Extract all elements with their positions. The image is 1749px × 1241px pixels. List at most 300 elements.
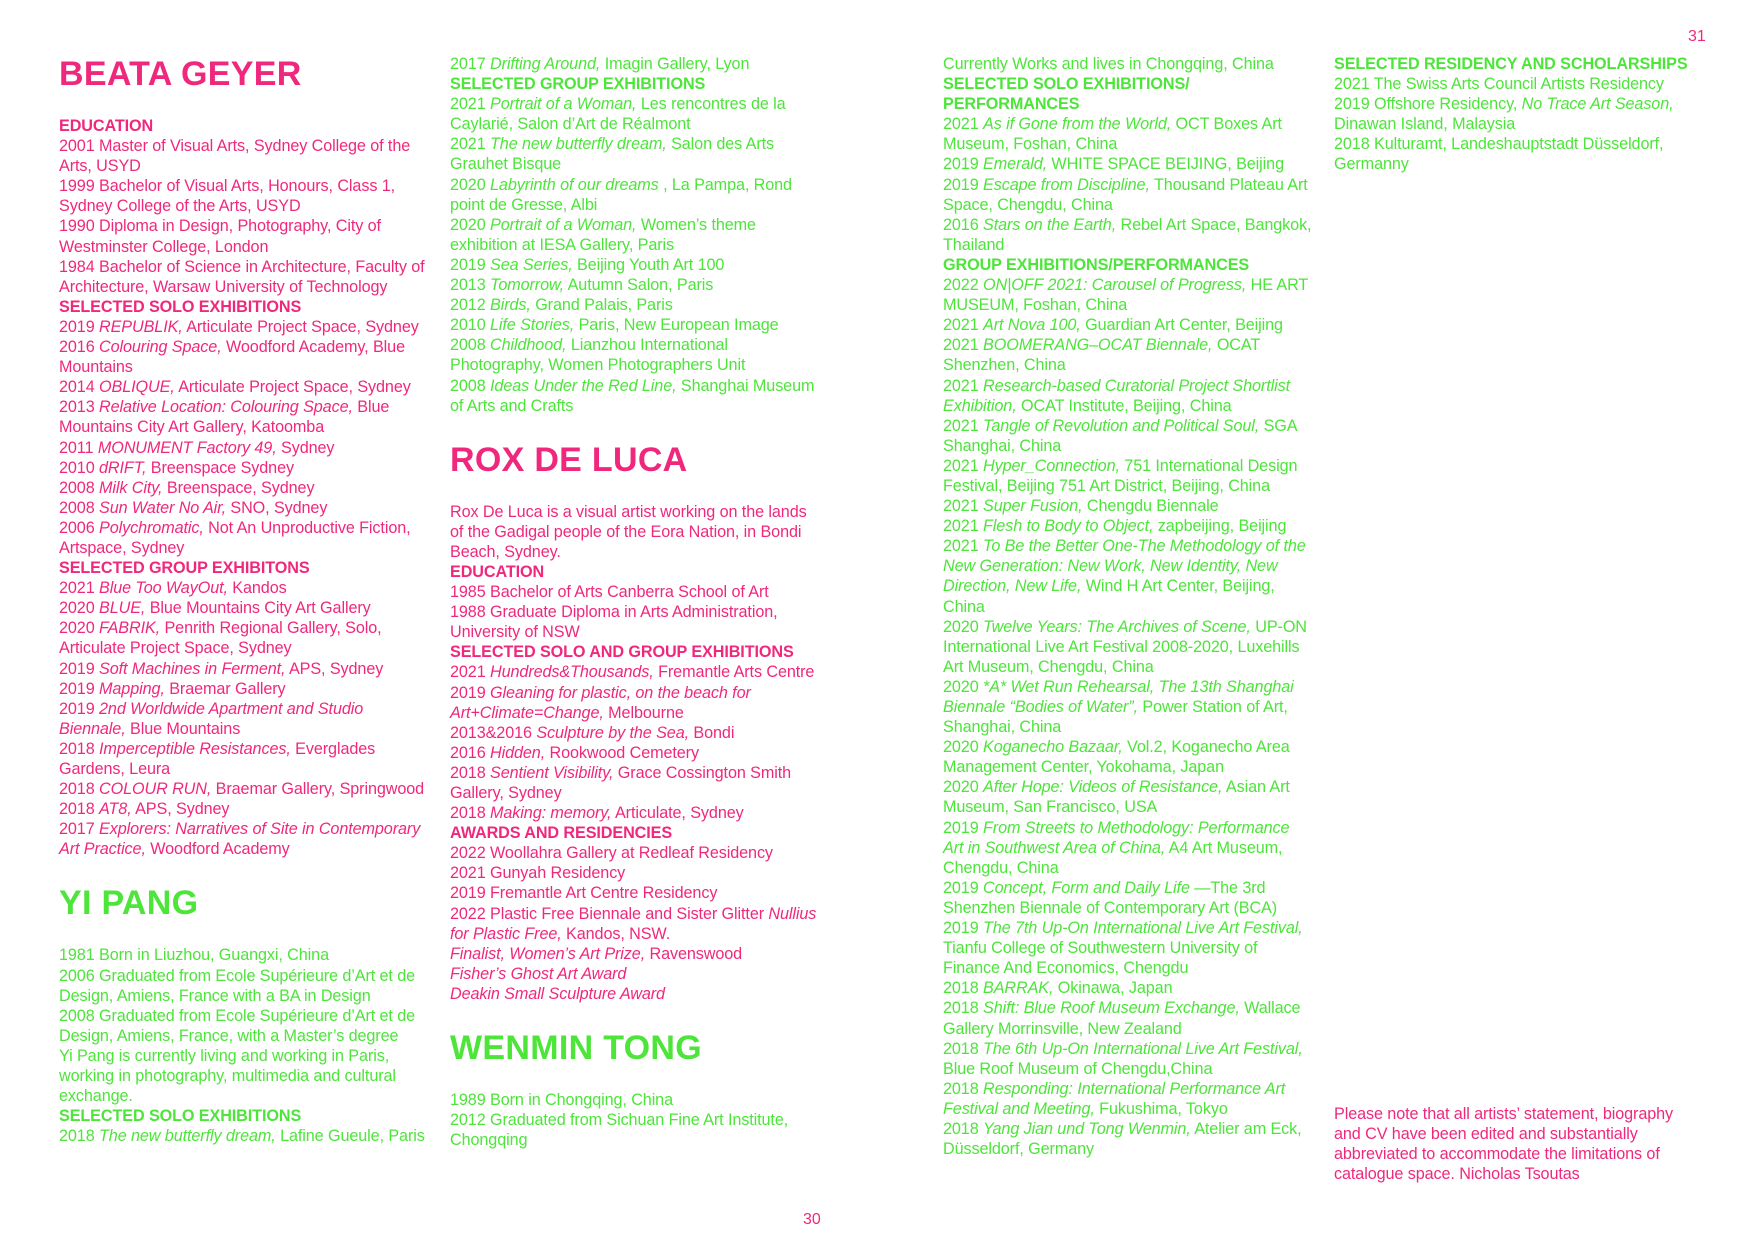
entry-venue: OCAT Institute, Beijing, China xyxy=(1016,396,1232,415)
entry-text: 2019 xyxy=(450,683,491,702)
entry-venue: HE ART MUSEUM, Foshan, China xyxy=(943,276,1308,315)
entry-text: 2021 Gunyah Residency xyxy=(450,864,626,883)
work-title: Twelve Years: The Archives of Scene, xyxy=(983,617,1251,636)
entry-venue: Blue Mountains City Art Gallery, Katoomba xyxy=(59,398,390,437)
column-3 xyxy=(943,54,1313,1159)
section-heading: SELECTED SOLO EXHIBITIONS xyxy=(59,1107,302,1126)
entry-venue: Fremantle Arts Centre xyxy=(653,663,815,682)
work-title: Hundreds&Thousands, xyxy=(490,663,654,682)
entry-venue: Autumn Salon, Paris xyxy=(564,276,714,295)
entry-text: 2010 xyxy=(59,458,100,477)
cv-entry xyxy=(450,175,820,215)
entry-text: 2017 xyxy=(450,55,491,73)
work-title: Koganecho Bazaar, xyxy=(983,738,1123,757)
cv-entry xyxy=(450,582,820,602)
entry-text: 2020 xyxy=(59,599,100,618)
entry-venue: Paris, New European Image xyxy=(574,316,779,335)
entry-venue: Thousand Plateau Art Space, Chengdu, China xyxy=(943,175,1308,214)
entry-text: 2001 Master of Visual Arts, Sydney College of the Arts, USYD xyxy=(59,137,411,176)
cv-entry xyxy=(943,1079,1313,1119)
cv-entry xyxy=(450,215,820,255)
cv-entry xyxy=(943,175,1313,215)
cv-entry xyxy=(943,777,1313,817)
work-title: AT8, xyxy=(99,800,132,819)
section-heading: EDUCATION xyxy=(450,562,545,581)
work-title: Birds, xyxy=(490,296,531,315)
entry-text: 2020 xyxy=(450,175,491,194)
entry-venue: Bondi xyxy=(689,723,735,742)
work-title: Soft Machines in Ferment, xyxy=(99,659,286,678)
cv-entry xyxy=(450,376,820,416)
work-title: BOOMERANG–OCAT Biennale, xyxy=(983,336,1213,355)
entry-venue: Beijing Youth Art 100 xyxy=(572,255,725,274)
entry-text: 2020 xyxy=(943,617,984,636)
work-title: ON|OFF 2021: Carousel of Progress, xyxy=(983,276,1247,295)
work-title: Flesh to Body to Object, xyxy=(983,517,1154,536)
entry-text: 2021 xyxy=(450,663,491,682)
work-title: Yang Jian und Tong Wenmin, xyxy=(983,1119,1191,1138)
entry-venue: Tianfu College of Southwestern University of Finance And Economics, Chengdu xyxy=(943,939,1258,978)
cv-entry xyxy=(450,763,820,803)
entry-text: 2019 xyxy=(59,699,100,718)
entry-venue: Rebel Art Space, Bangkok, Thailand xyxy=(943,215,1312,254)
cv-entry xyxy=(943,677,1313,737)
entry-venue: Women’s theme exhibition at IESA Gallery, Paris xyxy=(450,215,756,254)
entry-venue: Not An Unproductive Fiction, Artspace, Sydney xyxy=(59,518,411,557)
column-2 xyxy=(450,54,820,1150)
entry-text: 2018 xyxy=(59,1127,100,1146)
work-title: Sentient Visibility, xyxy=(490,763,614,782)
entry-venue: Articulate Project Space, Sydney xyxy=(182,317,419,336)
entry-venue: 751 International Design Festival, Beijing 751 Art District, Beijing, China xyxy=(943,456,1298,495)
entry-venue: Les rencontres de la Caylarié, Salon d’Art de Réalmont xyxy=(450,95,786,134)
cv-entry xyxy=(59,1126,429,1146)
section-heading: SELECTED GROUP EXHIBITONS xyxy=(59,559,310,578)
work-title: Tomorrow, xyxy=(490,276,565,295)
entry-text: 2022 Plastic Free Biennale and Sister Glitter xyxy=(450,904,769,923)
entry-text: 2020 xyxy=(59,619,100,638)
section-heading: SELECTED SOLO EXHIBITIONS xyxy=(59,297,302,316)
entry-text: 2021 xyxy=(59,579,100,598)
cv-entry xyxy=(943,154,1313,174)
entry-text: 1988 Graduate Diploma in Arts Administration, University of NSW xyxy=(450,603,778,642)
work-title: 2nd Worldwide Apartment and Studio Biennale, xyxy=(59,699,364,738)
work-title: Nullius for Plastic Free, xyxy=(450,904,817,943)
entry-text: 2013&2016 xyxy=(450,723,537,742)
work-title: REPUBLIK, xyxy=(99,317,183,336)
cv-entry xyxy=(59,799,429,819)
section-heading: GROUP EXHIBITIONS/PERFORMANCES xyxy=(943,255,1250,274)
cv-entry xyxy=(450,843,820,863)
entry-text: 2019 xyxy=(943,175,984,194)
entry-text: 2022 Woollahra Gallery at Redleaf Residency xyxy=(450,844,773,863)
cv-entry xyxy=(59,498,429,518)
entry-text: 2006 xyxy=(59,518,100,537)
entry-venue: Blue Mountains City Art Gallery xyxy=(145,599,371,618)
entry-text: 2019 Fremantle Art Centre Residency xyxy=(450,884,718,903)
work-title: Labyrinth of our dreams xyxy=(490,175,659,194)
work-title: Colouring Space, xyxy=(99,338,222,357)
section-heading: SELECTED SOLO EXHIBITIONS/ PERFORMANCES xyxy=(943,75,1190,114)
cv-entry xyxy=(943,416,1313,456)
entry-venue: Kandos, NSW. xyxy=(561,924,671,943)
work-title: After Hope: Videos of Resistance, xyxy=(983,778,1223,797)
section-heading: AWARDS AND RESIDENCIES xyxy=(450,824,673,843)
cv-entry xyxy=(450,803,820,823)
cv-entry xyxy=(450,743,820,763)
entry-venue: —The 3rd Shenzhen Biennale of Contemporary Art (BCA) xyxy=(943,878,1278,917)
entry-venue: zapbeijing, Beijing xyxy=(1153,517,1287,536)
work-title: As if Gone from the World, xyxy=(983,115,1172,134)
entry-text: 2021 xyxy=(943,537,984,556)
entry-venue: , La Pampa, Rond point de Gresse, Albi xyxy=(450,175,792,214)
artist-name: WENMIN TONG xyxy=(450,1029,702,1068)
entry-venue: Braemar Gallery, Springwood xyxy=(211,780,425,799)
entry-text: 2008 xyxy=(450,376,491,395)
work-title: Explorers: Narratives of Site in Contemporary Art Practice, xyxy=(59,820,421,859)
entry-venue: Power Station of Art, Shanghai, China xyxy=(943,698,1288,737)
work-title: Escape from Discipline, xyxy=(983,175,1150,194)
editorial-footnote: Please note that all artists’ statement, biography and CV have been edited and substantially abbreviated to accommodate the limitations of catalogue space. Nicholas Tsoutas xyxy=(1334,1105,1674,1184)
entry-text: 1999 Bachelor of Visual Arts, Honours, Class 1, Sydney College of the Arts, USYD xyxy=(59,177,396,216)
work-title: Sea Series, xyxy=(490,255,573,274)
entry-text: Yi Pang is currently living and working in Paris, working in photography, multimedia and cultural exchange. xyxy=(59,1046,396,1106)
cv-entry xyxy=(59,779,429,799)
cv-entry xyxy=(943,335,1313,375)
entry-text: 2018 xyxy=(59,800,100,819)
entry-venue: OCAT Shenzhen, China xyxy=(943,336,1260,375)
cv-entry xyxy=(59,1006,429,1046)
work-title: The new butterfly dream, xyxy=(490,135,667,154)
entry-venue: Everglades Gardens, Leura xyxy=(59,739,376,778)
entry-text: 2021 xyxy=(943,115,984,134)
artist-name: BEATA GEYER xyxy=(59,55,302,93)
cv-entry xyxy=(943,737,1313,777)
cv-entry xyxy=(943,275,1313,315)
entry-text: 2020 xyxy=(943,677,984,696)
entry-text: 2013 xyxy=(450,276,491,295)
cv-entry xyxy=(59,257,429,297)
work-title: Concept, Form and Daily Life xyxy=(983,878,1190,897)
work-title: MONUMENT Factory 49, xyxy=(97,438,277,457)
entry-venue: OCT Boxes Art Museum, Foshan, China xyxy=(943,115,1282,154)
entry-text: 2021 xyxy=(943,376,984,395)
work-title: Finalist, Women’s Art Prize, xyxy=(450,944,646,963)
cv-entry xyxy=(59,618,429,658)
cv-entry xyxy=(59,337,429,377)
cv-entry xyxy=(450,683,820,723)
cv-entry xyxy=(450,1090,820,1110)
page-number-right: 31 xyxy=(1688,28,1706,45)
entry-text: 2012 Graduated from Sichuan Fine Art Institute, Chongqing xyxy=(450,1111,789,1150)
cv-entry xyxy=(450,964,820,984)
entry-venue: Wind H Art Center, Beijing, China xyxy=(943,577,1275,616)
work-title: Drifting Around, xyxy=(490,55,601,73)
entry-venue: Rookwood Cemetery xyxy=(545,743,699,762)
cv-entry xyxy=(943,978,1313,998)
work-title: Childhood, xyxy=(490,336,567,355)
cv-entry xyxy=(943,617,1313,677)
entry-venue: SGA Shanghai, China xyxy=(943,416,1297,455)
work-title: Deakin Small Sculpture Award xyxy=(450,984,665,1003)
cv-entry xyxy=(59,819,429,859)
cv-entry xyxy=(59,945,429,965)
entry-venue: Penrith Regional Gallery, Solo, Articulate Project Space, Sydney xyxy=(59,619,382,658)
entry-text: 2018 Kulturamt, Landeshauptstadt Düsseldorf, Germanny xyxy=(1334,135,1664,174)
work-title: BLUE, xyxy=(99,599,146,618)
cv-entry xyxy=(59,518,429,558)
entry-venue: Braemar Gallery xyxy=(164,679,286,698)
work-title: Emerald, xyxy=(983,155,1047,174)
entry-text: 2011 xyxy=(59,438,98,457)
work-title: Responding: International Performance Art Festival and Meeting, xyxy=(943,1079,1286,1118)
entry-venue: Asian Art Museum, San Francisco, USA xyxy=(943,778,1290,817)
entry-text: 2018 xyxy=(943,979,984,998)
entry-venue: Chengdu Biennale xyxy=(1082,497,1219,516)
entry-venue: Articulate Project Space, Sydney xyxy=(174,378,411,397)
entry-venue: Woodford Academy xyxy=(145,840,290,859)
work-title: Art Nova 100, xyxy=(983,316,1081,335)
cv-entry xyxy=(450,255,820,275)
cv-entry xyxy=(943,496,1313,516)
entry-text: 2020 xyxy=(943,778,984,797)
entry-text: 2020 xyxy=(450,215,491,234)
cv-entry xyxy=(943,1039,1313,1079)
cv-entry xyxy=(59,397,429,437)
work-title: OBLIQUE, xyxy=(99,378,175,397)
entry-venue: Breenspace Sydney xyxy=(146,458,294,477)
entry-venue: APS, Sydney xyxy=(285,659,384,678)
entry-text: Rox De Luca is a visual artist working on the lands of the Gadigal people of the Eora Nation, in Bondi Beach, Sydney. xyxy=(450,502,807,561)
entry-venue: Melbourne xyxy=(603,703,684,722)
entry-text: 2018 xyxy=(943,1079,984,1098)
entry-text: 2013 xyxy=(59,398,100,417)
work-title: Stars on the Earth, xyxy=(983,215,1117,234)
column-4 xyxy=(1334,54,1704,175)
cv-entry xyxy=(450,134,820,174)
entry-venue: Vol.2, Koganecho Area Management Center, Yokohama, Japan xyxy=(943,738,1290,777)
page-number-left: 30 xyxy=(803,1211,821,1228)
work-title: Shift: Blue Roof Museum Exchange, xyxy=(983,999,1240,1018)
cv-entry xyxy=(59,1046,429,1106)
cv-entry xyxy=(450,502,820,562)
entry-venue: Wallace Gallery Morrinsville, New Zealand xyxy=(943,999,1301,1038)
cv-entry xyxy=(450,984,820,1004)
work-title: Hidden, xyxy=(490,743,546,762)
entry-venue: Grand Palais, Paris xyxy=(530,296,673,315)
entry-text: 2019 xyxy=(943,919,984,938)
cv-entry xyxy=(450,883,820,903)
entry-venue: Lianzhou International Photography, Women Photographers Unit xyxy=(450,336,746,375)
entry-text: 2019 xyxy=(450,255,491,274)
cv-entry xyxy=(59,659,429,679)
entry-text: 2019 xyxy=(59,679,100,698)
cv-entry xyxy=(59,438,429,458)
entry-venue: UP-ON International Live Art Festival 2008-2020, Luxehills Art Museum, Chengdu, China xyxy=(943,617,1307,676)
work-title: Sculpture by the Sea, xyxy=(536,723,690,742)
entry-venue: APS, Sydney xyxy=(131,800,230,819)
work-title: Hyper_Connection, xyxy=(983,456,1120,475)
cv-entry xyxy=(943,536,1313,616)
cv-entry xyxy=(943,918,1313,978)
entry-venue: Lafine Gueule, Paris xyxy=(275,1127,425,1146)
cv-entry xyxy=(943,878,1313,918)
work-title: Super Fusion, xyxy=(983,497,1083,516)
cv-entry xyxy=(59,679,429,699)
work-title: The new butterfly dream, xyxy=(99,1127,276,1146)
entry-text: 2006 Graduated from Ecole Supérieure d’Art et de Design, Amiens, France with a BA in Design xyxy=(59,966,416,1005)
cv-entry xyxy=(450,944,820,964)
entry-venue: SNO, Sydney xyxy=(225,498,328,517)
cv-entry xyxy=(450,335,820,375)
work-title: dRIFT, xyxy=(99,458,147,477)
cv-entry xyxy=(450,662,820,682)
work-title: Ideas Under the Red Line, xyxy=(490,376,677,395)
cv-entry xyxy=(59,458,429,478)
cv-entry xyxy=(450,94,820,134)
entry-text: 2008 Graduated from Ecole Supérieure d’Art et de Design, Amiens, France, with a Master’s degree xyxy=(59,1006,416,1045)
work-title: Milk City, xyxy=(99,478,163,497)
entry-text: 2016 xyxy=(59,338,100,357)
entry-text: 2021 xyxy=(943,316,984,335)
cv-entry xyxy=(450,54,820,74)
entry-text: 2019 xyxy=(943,155,984,174)
section-heading: SELECTED GROUP EXHIBITIONS xyxy=(450,75,706,94)
work-title: Portrait of a Woman, xyxy=(490,95,637,114)
entry-text: 2021 The Swiss Arts Council Artists Residency xyxy=(1334,75,1664,94)
entry-text: 2018 xyxy=(450,804,491,823)
work-title: BARRAK, xyxy=(983,979,1054,998)
entry-venue: Blue Roof Museum of Chengdu,China xyxy=(943,1059,1213,1078)
entry-venue: Guardian Art Center, Beijing xyxy=(1080,316,1283,335)
cv-entry xyxy=(59,216,429,256)
entry-text: 2014 xyxy=(59,378,100,397)
section-heading: SELECTED SOLO AND GROUP EXHIBITIONS xyxy=(450,643,794,662)
entry-text: 2019 xyxy=(59,659,100,678)
work-title: Fisher’s Ghost Art Award xyxy=(450,964,627,983)
entry-venue: Sydney xyxy=(276,438,335,457)
entry-text: 2020 xyxy=(943,738,984,757)
entry-text: 2021 xyxy=(943,497,984,516)
entry-text: 2018 xyxy=(59,739,100,758)
entry-text: 2017 xyxy=(59,820,100,839)
artist-name: YI PANG xyxy=(59,884,199,923)
work-title: Making: memory, xyxy=(490,804,612,823)
entry-venue: Shanghai Museum of Arts and Crafts xyxy=(450,376,815,415)
entry-venue: Blue Mountains xyxy=(125,719,241,738)
entry-venue: WHITE SPACE BEIJING, Beijing xyxy=(1047,155,1284,174)
entry-text: 2019 xyxy=(59,317,100,336)
cv-entry xyxy=(450,863,820,883)
cv-entry xyxy=(59,317,429,337)
work-title: Mapping, xyxy=(99,679,165,698)
entry-text: 2021 xyxy=(943,336,984,355)
entry-venue: Salon des Arts Grauhet Bisque xyxy=(450,135,775,174)
section-heading: SELECTED RESIDENCY AND SCHOLARSHIPS xyxy=(1334,55,1688,73)
cv-entry xyxy=(59,739,429,779)
entry-text: 2021 xyxy=(450,95,491,114)
work-title: *A* Wet Run Rehearsal, The 13th Shanghai Biennale “Bodies of Water”, xyxy=(943,677,1294,716)
entry-text: 2008 xyxy=(59,478,100,497)
work-title: From Streets to Methodology: Performance Art in Southwest Area of China, xyxy=(943,818,1290,857)
entry-text: 2021 xyxy=(943,456,984,475)
cv-entry xyxy=(943,516,1313,536)
work-title: Relative Location: Colouring Space, xyxy=(99,398,353,417)
entry-text: 2021 xyxy=(450,135,491,154)
entry-text: 1990 Diploma in Design, Photography, City of Westminster College, London xyxy=(59,217,381,256)
cv-entry xyxy=(1334,94,1704,134)
entry-text: 1985 Bachelor of Arts Canberra School of Art xyxy=(450,583,769,602)
entry-venue: Ravenswood xyxy=(645,944,743,963)
entry-text: 2018 xyxy=(450,763,491,782)
entry-venue: Imagin Gallery, Lyon xyxy=(600,55,750,73)
entry-text: 2019 xyxy=(943,818,984,837)
entry-venue: Articulate, Sydney xyxy=(611,804,744,823)
entry-text: 2018 xyxy=(943,1039,984,1058)
entry-text: 2010 xyxy=(450,316,491,335)
entry-text: Currently Works and lives in Chongqing, China xyxy=(943,55,1274,73)
entry-venue: Dinawan Island, Malaysia xyxy=(1334,115,1516,134)
cv-entry xyxy=(59,598,429,618)
cv-entry xyxy=(943,998,1313,1038)
column-1 xyxy=(59,54,429,1146)
cv-entry xyxy=(450,904,820,944)
work-title: Gleaning for plastic, on the beach for Art+Climate=Change, xyxy=(450,683,751,722)
entry-text: 2008 xyxy=(450,336,491,355)
cv-entry xyxy=(450,295,820,315)
cv-entry xyxy=(59,578,429,598)
work-title: Polychromatic, xyxy=(99,518,204,537)
entry-text: 2016 xyxy=(943,215,984,234)
work-title: Imperceptible Resistances, xyxy=(99,739,291,758)
cv-entry xyxy=(1334,134,1704,174)
cv-entry xyxy=(59,966,429,1006)
work-title: No Trace Art Season, xyxy=(1521,95,1674,114)
cv-entry xyxy=(450,602,820,642)
entry-text: 2008 xyxy=(59,498,100,517)
work-title: Blue Too WayOut, xyxy=(99,579,228,598)
entry-venue: Kandos xyxy=(227,579,287,598)
entry-text: 2022 xyxy=(943,276,984,295)
cv-entry xyxy=(59,478,429,498)
entry-text: 2021 xyxy=(943,517,984,536)
cv-entry xyxy=(59,136,429,176)
entry-text: 2021 xyxy=(943,416,984,435)
work-title: Portrait of a Woman, xyxy=(490,215,637,234)
entry-text: 2019 Offshore Residency, xyxy=(1334,95,1522,114)
entry-venue: Atelier am Eck, Düsseldorf, Germany xyxy=(943,1119,1302,1159)
cv-entry xyxy=(59,699,429,739)
work-title: The 6th Up-On International Live Art Festival, xyxy=(983,1039,1303,1058)
artist-name: ROX DE LUCA xyxy=(450,440,688,479)
cv-entry xyxy=(943,818,1313,878)
entry-venue: Fukushima, Tokyo xyxy=(1094,1099,1228,1118)
entry-venue: Breenspace, Sydney xyxy=(162,478,315,497)
cv-entry xyxy=(450,275,820,295)
cv-entry xyxy=(943,215,1313,255)
cv-entry xyxy=(943,315,1313,335)
work-title: Tangle of Revolution and Political Soul, xyxy=(983,416,1260,435)
left-page xyxy=(0,0,874,1241)
cv-entry xyxy=(1334,74,1704,94)
cv-entry xyxy=(450,315,820,335)
section-heading: EDUCATION xyxy=(59,117,154,135)
work-title: FABRIK, xyxy=(99,619,161,638)
cv-entry xyxy=(943,456,1313,496)
entry-text: 1981 Born in Liuzhou, Guangxi, China xyxy=(59,946,329,965)
cv-entry xyxy=(450,1110,820,1150)
work-title: The 7th Up-On International Live Art Festival, xyxy=(983,919,1303,938)
